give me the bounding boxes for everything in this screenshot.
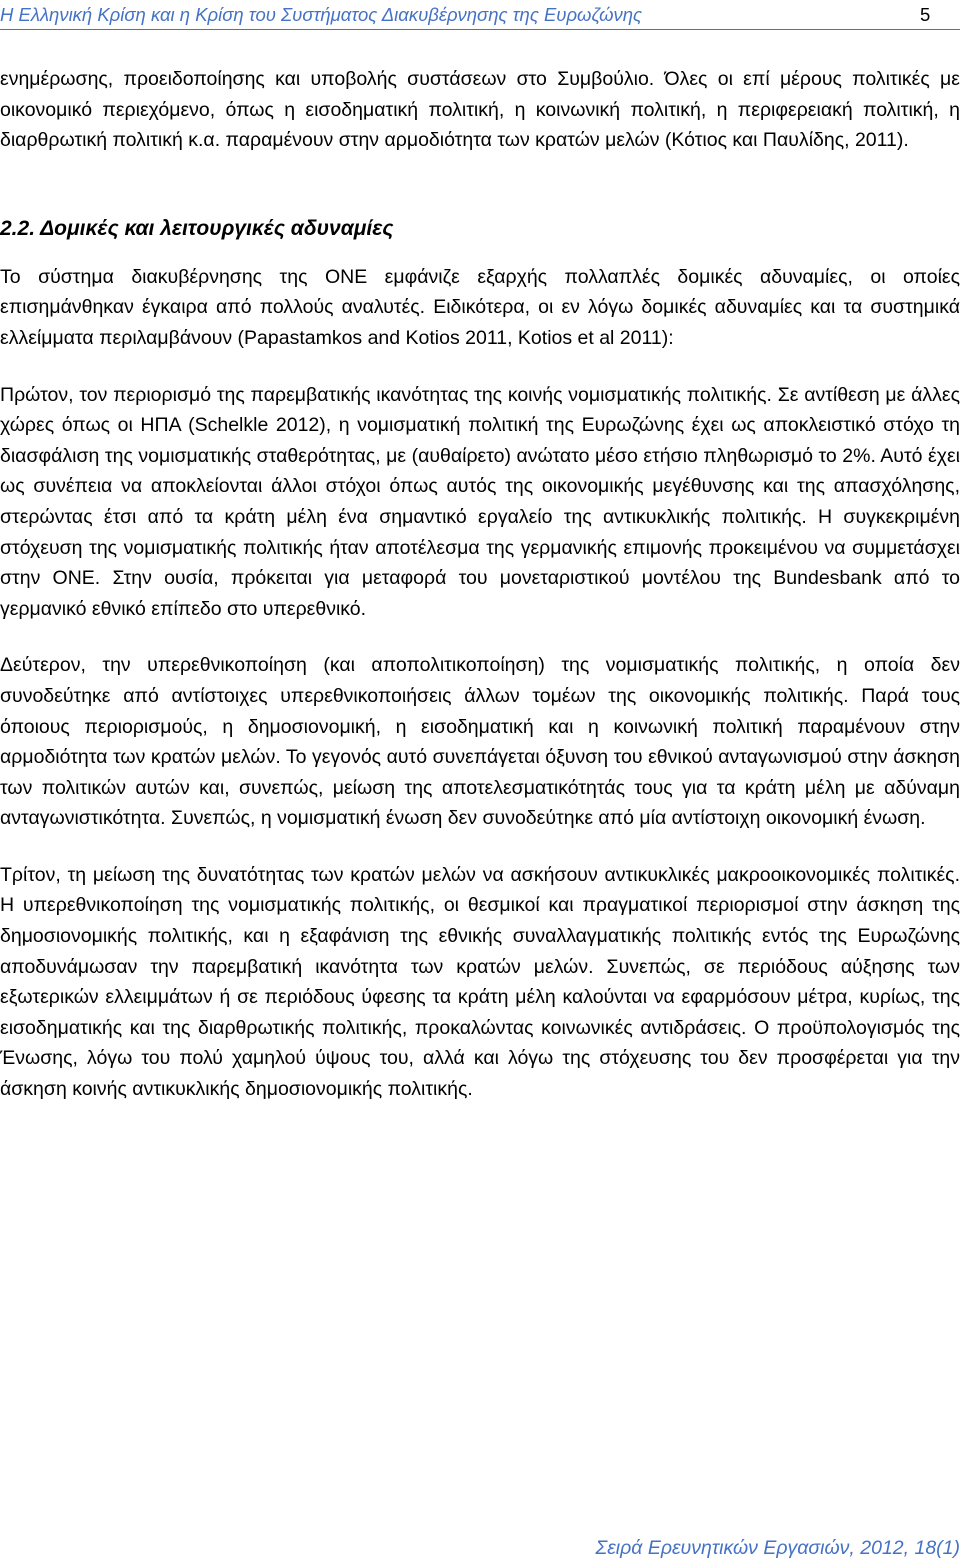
page-body bbox=[0, 64, 960, 1105]
page-footer: Σειρά Ερευνητικών Εργασιών, 2012, 18(1) bbox=[595, 1537, 960, 1559]
paragraph-first-point: Πρώτον, τον περιορισμό της παρεμβατικής ικανότητας της κοινής νομισματικής πολιτικής. Σε αντίθεση με άλλες χώρες όπως οι ΗΠΑ (Schelkle 2012), η νομισματική πολιτική της Ευρωζώνης έχει ως αποκλειστικό στόχο τη διασφάλιση της νομισματικής σταθερότητας, με (αυθαίρετο) ανώτατο μέσο ετήσιο πληθωρισμό το 2%. Αυτό έχει ως συνέπεια να αποκλείονται άλλοι στόχοι όπως αυτός της οικονομικής μεγέθυνσης και της απασχόλησης, στερώντας έτσι από τα κράτη μέλη ένα σημαντικό εργαλείο της αντικυκλικής πολιτικής. Η συγκεκριμένη στόχευση της νομισματικής πολιτικής ήταν αποτέλεσμα της γερμανικής επιμονής προκειμένου να συμμετάσχει στην ΟΝΕ. Στην ουσία, πρόκειται για μεταφορά του μονεταριστικού μοντέλου της Bundesbank από το γερμανικό εθνικό επίπεδο στο υπερεθνικό. bbox=[0, 383, 960, 620]
paragraph-second-point: Δεύτερον, την υπερεθνικοποίηση (και αποπολιτικοποίηση) της νομισματικής πολιτικής, η οποία δεν συνοδεύτηκε από αντίστοιχες υπερεθνικοποιήσεις άλλων τομέων της οικονομικής πολιτικής. Παρά τους όποιους περιορισμούς, η δημοσιονομική, η εισοδηματική και η κοινωνική πολιτική παραμένουν στην αρμοδιότητα των κρατών μελών. Το γεγονός αυτό συνεπάγεται όξυνση του εθνικού ανταγωνισμού στην άσκηση των πολιτικών αυτών και, συνεπώς, μείωση της αποτελεσματικότητάς τους για τα κράτη μέλη με αδύναμη ανταγωνιστικότητα. Συνεπώς, η νομισματική ένωση δεν συνοδεύτηκε από μία αντίστοιχη οικονομική ένωση. bbox=[0, 654, 960, 830]
header-divider bbox=[0, 29, 960, 30]
section-heading: 2.2. Δομικές και λειτουργικές αδυναμίες bbox=[0, 216, 394, 240]
paragraph-third-point: Τρίτον, τη μείωση της δυνατότητας των κρατών μελών να ασκήσουν αντικυκλικές μακροοικονομικές πολιτικές. Η υπερεθνικοποίηση της νομισματικής πολιτικής, οι θεσμικοί και πραγματικοί περιορισμοί στην άσκηση της δημοσιονομικής πολιτικής, και η εξαφάνιση της εθνικής συναλλαγματικής πολιτικής εντός της Ευρωζώνης αποδυνάμωσαν την παρεμβατική ικανότητα των κρατών μελών. Συνεπώς, σε περιόδους αύξησης των εξωτερικών ελλειμμάτων ή σε περιόδους ύφεσης τα κράτη μέλη καλούνται να εφαρμόσουν μέτρα, κυρίως, της εισοδηματικής και της διαρθρωτικής πολιτικής, προκαλώντας κοινωνικές αντιδράσεις. Ο προϋπολογισμός της Ένωσης, λόγω του πολύ χαμηλού ύψους του, αλλά και λόγω της στόχευσης του δεν προσφέρεται για την άσκηση κοινής αντικυκλικής δημοσιονομικής πολιτικής. bbox=[0, 863, 960, 1101]
page-header bbox=[0, 0, 960, 30]
paragraph-intro-continuation: ενημέρωσης, προειδοποίησης και υποβολής συστάσεων στο Συμβούλιο. Όλες οι επί μέρους πολιτικές με οικονομικό περιεχόμενο, όπως η εισοδηματική πολιτική, η κοινωνική πολιτική, η περιφερειακή πολιτική, η διαρθρωτική πολιτική κ.α. παραμένουν στην αρμοδιότητα των κρατών μελών (Κότιος και Παυλίδης, 2011). bbox=[0, 68, 960, 152]
page-number: 5 bbox=[920, 4, 931, 25]
running-title: Η Ελληνική Κρίση και η Κρίση του Συστήματος Διακυβέρνησης της Ευρωζώνης bbox=[0, 4, 643, 25]
paragraph-structural-weaknesses: Το σύστημα διακυβέρνησης της ΟΝΕ εμφάνιζε εξαρχής πολλαπλές δομικές αδυναμίες, οι οποίες επισημάνθηκαν έγκαιρα από πολλούς αναλυτές. Ειδικότερα, οι εν λόγω δομικές αδυναμίες και τα συστημικά ελλείμματα περιλαμβάνουν (Papastamkos and Kotios 2011, Kotios et al 2011): bbox=[0, 265, 960, 349]
